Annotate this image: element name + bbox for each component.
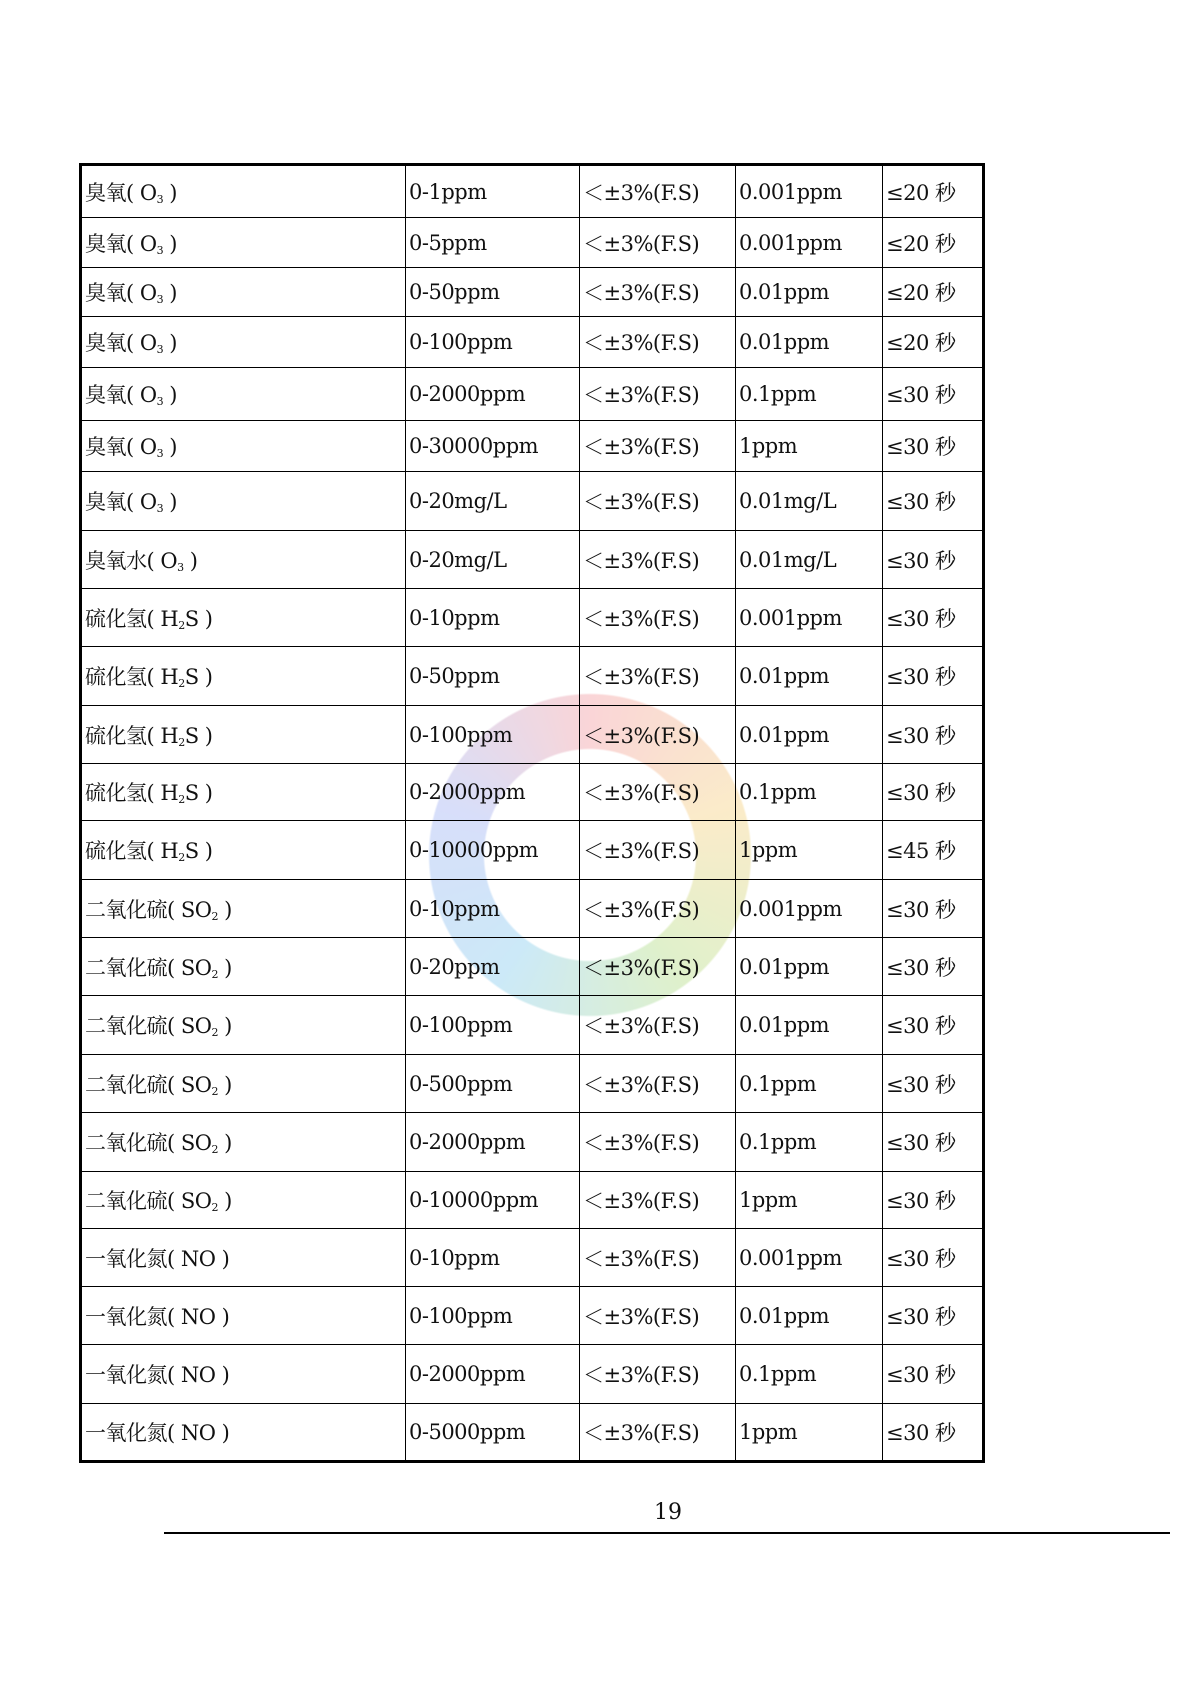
gas-name-cell bbox=[81, 268, 406, 317]
resolution-cell: 1ppm bbox=[736, 1404, 883, 1462]
resolution-cell: 0.001ppm bbox=[736, 589, 883, 647]
response-cell: ≤30 秒 bbox=[883, 589, 984, 647]
response-cell: ≤30 秒 bbox=[883, 1287, 984, 1345]
gas-name-tail: S ) bbox=[184, 665, 213, 689]
gas-name-tail: ) bbox=[163, 331, 177, 355]
gas-name-cell bbox=[81, 1113, 406, 1172]
resolution-cell: 0.001ppm bbox=[736, 1229, 883, 1287]
response-cell: ≤30 秒 bbox=[883, 880, 984, 938]
gas-name-name: 二氧化硫( SO bbox=[85, 1131, 212, 1155]
table-row bbox=[81, 996, 984, 1055]
range-cell: 0-100ppm bbox=[406, 317, 580, 368]
gas-name-name: 一氧化氮( NO ) bbox=[85, 1363, 230, 1387]
resolution-cell: 0.01ppm bbox=[736, 1287, 883, 1345]
gas-name-sub: 2 bbox=[178, 851, 185, 864]
response-cell: ≤30 秒 bbox=[883, 996, 984, 1055]
gas-name-cell bbox=[81, 764, 406, 821]
resolution-cell: 0.01mg/L bbox=[736, 531, 883, 589]
gas-name-sub: 2 bbox=[178, 677, 185, 690]
accuracy-cell: ＜±3%(F.S) bbox=[580, 1229, 736, 1287]
table-row bbox=[81, 589, 984, 647]
gas-name-cell bbox=[81, 1404, 406, 1462]
resolution-cell: 0.01ppm bbox=[736, 938, 883, 996]
range-cell: 0-20ppm bbox=[406, 938, 580, 996]
gas-name-cell bbox=[81, 1345, 406, 1404]
accuracy-cell: ＜±3%(F.S) bbox=[580, 165, 736, 218]
resolution-cell: 0.1ppm bbox=[736, 764, 883, 821]
gas-name-name: 臭氧( O bbox=[85, 331, 157, 355]
range-cell: 0-100ppm bbox=[406, 706, 580, 764]
table-row bbox=[81, 706, 984, 764]
resolution-cell: 0.001ppm bbox=[736, 880, 883, 938]
gas-name-name: 臭氧( O bbox=[85, 435, 157, 459]
gas-name-cell bbox=[81, 421, 406, 472]
gas-name-name: 二氧化硫( SO bbox=[85, 1072, 212, 1097]
range-cell: 0-1ppm bbox=[406, 165, 580, 218]
range-cell: 0-100ppm bbox=[406, 996, 580, 1055]
gas-name-cell bbox=[81, 589, 406, 647]
accuracy-cell: ＜±3%(F.S) bbox=[580, 589, 736, 647]
gas-name-cell bbox=[81, 1172, 406, 1229]
resolution-cell: 0.001ppm bbox=[736, 218, 883, 268]
gas-name-tail: ) bbox=[217, 1131, 232, 1155]
gas-name-cell bbox=[81, 317, 406, 368]
resolution-cell: 0.001ppm bbox=[736, 165, 883, 218]
gas-name-cell bbox=[81, 647, 406, 706]
gas-name-cell bbox=[81, 1287, 406, 1345]
resolution-cell: 0.01ppm bbox=[736, 647, 883, 706]
table-row bbox=[81, 764, 984, 821]
gas-name-tail: ) bbox=[163, 281, 177, 305]
gas-name-tail: ) bbox=[163, 383, 177, 407]
accuracy-cell: ＜±3%(F.S) bbox=[580, 1345, 736, 1404]
gas-name-sub: 2 bbox=[178, 735, 185, 749]
accuracy-cell: ＜±3%(F.S) bbox=[580, 1404, 736, 1462]
resolution-cell: 0.01ppm bbox=[736, 996, 883, 1055]
accuracy-cell: ＜±3%(F.S) bbox=[580, 531, 736, 589]
range-cell: 0-10000ppm bbox=[406, 1172, 580, 1229]
range-cell: 0-50ppm bbox=[406, 268, 580, 317]
table-row bbox=[81, 1287, 984, 1345]
gas-name-name: 硫化氢( H bbox=[85, 839, 179, 863]
gas-name-name: 臭氧( O bbox=[85, 180, 157, 205]
table-row bbox=[81, 368, 984, 421]
gas-name-sub: 2 bbox=[211, 1084, 218, 1098]
table-row bbox=[81, 472, 984, 531]
range-cell: 0-2000ppm bbox=[406, 1113, 580, 1172]
response-cell: ≤45 秒 bbox=[883, 821, 984, 880]
accuracy-cell: ＜±3%(F.S) bbox=[580, 1113, 736, 1172]
table-row bbox=[81, 165, 984, 218]
gas-name-tail: ) bbox=[163, 435, 177, 459]
gas-name-sub: 3 bbox=[156, 343, 164, 356]
gas-name-cell bbox=[81, 472, 406, 531]
response-cell: ≤30 秒 bbox=[883, 647, 984, 706]
resolution-cell: 0.1ppm bbox=[736, 1345, 883, 1404]
gas-name-name: 一氧化氮( NO ) bbox=[85, 1304, 230, 1329]
gas-name-cell bbox=[81, 1229, 406, 1287]
resolution-cell: 0.01ppm bbox=[736, 268, 883, 317]
accuracy-cell: ＜±3%(F.S) bbox=[580, 821, 736, 880]
accuracy-cell: ＜±3%(F.S) bbox=[580, 706, 736, 764]
gas-name-tail: S ) bbox=[184, 839, 213, 863]
resolution-cell: 1ppm bbox=[736, 1172, 883, 1229]
gas-name-sub: 2 bbox=[178, 793, 185, 806]
gas-name-tail: ) bbox=[217, 1014, 232, 1038]
gas-name-cell bbox=[81, 368, 406, 421]
range-cell: 0-10000ppm bbox=[406, 821, 580, 880]
range-cell: 0-10ppm bbox=[406, 589, 580, 647]
response-cell: ≤20 秒 bbox=[883, 165, 984, 218]
response-cell: ≤20 秒 bbox=[883, 268, 984, 317]
table-row bbox=[81, 1345, 984, 1404]
response-cell: ≤30 秒 bbox=[883, 706, 984, 764]
resolution-cell: 1ppm bbox=[736, 821, 883, 880]
range-cell: 0-20mg/L bbox=[406, 531, 580, 589]
accuracy-cell: ＜±3%(F.S) bbox=[580, 647, 736, 706]
gas-name-sub: 3 bbox=[156, 447, 164, 460]
resolution-cell: 0.01ppm bbox=[736, 706, 883, 764]
range-cell: 0-5000ppm bbox=[406, 1404, 580, 1462]
gas-name-tail: S ) bbox=[184, 606, 213, 631]
gas-name-name: 硫化氢( H bbox=[85, 723, 179, 748]
gas-name-name: 硫化氢( H bbox=[85, 781, 179, 805]
accuracy-cell: ＜±3%(F.S) bbox=[580, 317, 736, 368]
response-cell: ≤30 秒 bbox=[883, 531, 984, 589]
gas-name-tail: ) bbox=[183, 548, 198, 573]
accuracy-cell: ＜±3%(F.S) bbox=[580, 368, 736, 421]
gas-name-name: 二氧化硫( SO bbox=[85, 897, 212, 922]
gas-name-name: 臭氧( O bbox=[85, 383, 157, 407]
gas-name-tail: ) bbox=[163, 490, 177, 514]
range-cell: 0-2000ppm bbox=[406, 368, 580, 421]
gas-name-tail: ) bbox=[217, 1072, 232, 1097]
gas-name-tail: ) bbox=[217, 1189, 232, 1213]
gas-name-cell bbox=[81, 706, 406, 764]
gas-name-tail: S ) bbox=[184, 781, 213, 805]
response-cell: ≤30 秒 bbox=[883, 368, 984, 421]
table-row bbox=[81, 531, 984, 589]
gas-name-tail: ) bbox=[163, 231, 177, 256]
gas-name-name: 臭氧( O bbox=[85, 490, 157, 514]
response-cell: ≤30 秒 bbox=[883, 1055, 984, 1113]
table-row bbox=[81, 821, 984, 880]
accuracy-cell: ＜±3%(F.S) bbox=[580, 996, 736, 1055]
table-row bbox=[81, 421, 984, 472]
gas-name-tail: ) bbox=[217, 897, 232, 922]
response-cell: ≤30 秒 bbox=[883, 421, 984, 472]
table-row bbox=[81, 1229, 984, 1287]
accuracy-cell: ＜±3%(F.S) bbox=[580, 218, 736, 268]
gas-name-name: 臭氧水( O bbox=[85, 548, 178, 573]
range-cell: 0-30000ppm bbox=[406, 421, 580, 472]
response-cell: ≤30 秒 bbox=[883, 938, 984, 996]
gas-name-sub: 3 bbox=[156, 293, 164, 306]
response-cell: ≤20 秒 bbox=[883, 317, 984, 368]
gas-name-cell bbox=[81, 821, 406, 880]
range-cell: 0-5ppm bbox=[406, 218, 580, 268]
resolution-cell: 0.01ppm bbox=[736, 317, 883, 368]
gas-name-sub: 2 bbox=[211, 967, 218, 981]
footer-rule bbox=[164, 1532, 1170, 1534]
range-cell: 0-50ppm bbox=[406, 647, 580, 706]
gas-name-sub: 2 bbox=[178, 618, 185, 632]
accuracy-cell: ＜±3%(F.S) bbox=[580, 268, 736, 317]
response-cell: ≤30 秒 bbox=[883, 1229, 984, 1287]
response-cell: ≤30 秒 bbox=[883, 472, 984, 531]
gas-name-name: 臭氧( O bbox=[85, 231, 157, 256]
accuracy-cell: ＜±3%(F.S) bbox=[580, 880, 736, 938]
resolution-cell: 0.1ppm bbox=[736, 1113, 883, 1172]
resolution-cell: 0.1ppm bbox=[736, 368, 883, 421]
gas-name-sub: 3 bbox=[156, 192, 164, 206]
accuracy-cell: ＜±3%(F.S) bbox=[580, 1055, 736, 1113]
gas-name-name: 二氧化硫( SO bbox=[85, 1189, 212, 1213]
accuracy-cell: ＜±3%(F.S) bbox=[580, 938, 736, 996]
gas-name-cell bbox=[81, 1055, 406, 1113]
gas-name-tail: S ) bbox=[184, 723, 213, 748]
table-row bbox=[81, 647, 984, 706]
table-row bbox=[81, 268, 984, 317]
response-cell: ≤20 秒 bbox=[883, 218, 984, 268]
resolution-cell: 0.1ppm bbox=[736, 1055, 883, 1113]
accuracy-cell: ＜±3%(F.S) bbox=[580, 764, 736, 821]
range-cell: 0-500ppm bbox=[406, 1055, 580, 1113]
table-row bbox=[81, 1172, 984, 1229]
response-cell: ≤30 秒 bbox=[883, 1404, 984, 1462]
gas-name-name: 一氧化氮( NO ) bbox=[85, 1421, 230, 1445]
gas-name-cell bbox=[81, 165, 406, 218]
resolution-cell: 0.01mg/L bbox=[736, 472, 883, 531]
gas-name-sub: 2 bbox=[211, 1201, 218, 1214]
accuracy-cell: ＜±3%(F.S) bbox=[580, 421, 736, 472]
gas-name-cell bbox=[81, 218, 406, 268]
gas-name-name: 一氧化氮( NO ) bbox=[85, 1246, 230, 1271]
gas-name-name: 二氧化硫( SO bbox=[85, 955, 212, 980]
table-row bbox=[81, 317, 984, 368]
gas-name-name: 臭氧( O bbox=[85, 281, 157, 305]
range-cell: 0-2000ppm bbox=[406, 764, 580, 821]
range-cell: 0-10ppm bbox=[406, 1229, 580, 1287]
table-row bbox=[81, 218, 984, 268]
resolution-cell: 1ppm bbox=[736, 421, 883, 472]
range-cell: 0-2000ppm bbox=[406, 1345, 580, 1404]
table-row bbox=[81, 1404, 984, 1462]
table-row bbox=[81, 880, 984, 938]
accuracy-cell: ＜±3%(F.S) bbox=[580, 472, 736, 531]
gas-name-tail: ) bbox=[217, 955, 232, 980]
response-cell: ≤30 秒 bbox=[883, 1345, 984, 1404]
response-cell: ≤30 秒 bbox=[883, 764, 984, 821]
gas-name-sub: 3 bbox=[156, 243, 164, 257]
range-cell: 0-20mg/L bbox=[406, 472, 580, 531]
gas-name-tail: ) bbox=[163, 180, 177, 205]
page-number: 19 bbox=[654, 1500, 682, 1525]
gas-name-name: 二氧化硫( SO bbox=[85, 1014, 212, 1038]
table-row bbox=[81, 1055, 984, 1113]
gas-name-sub: 2 bbox=[211, 909, 218, 923]
range-cell: 0-10ppm bbox=[406, 880, 580, 938]
gas-name-sub: 3 bbox=[156, 395, 164, 408]
range-cell: 0-100ppm bbox=[406, 1287, 580, 1345]
accuracy-cell: ＜±3%(F.S) bbox=[580, 1287, 736, 1345]
response-cell: ≤30 秒 bbox=[883, 1113, 984, 1172]
gas-sensor-spec-table bbox=[79, 163, 985, 1463]
response-cell: ≤30 秒 bbox=[883, 1172, 984, 1229]
gas-name-cell bbox=[81, 880, 406, 938]
gas-name-sub: 3 bbox=[156, 502, 164, 515]
gas-name-cell bbox=[81, 938, 406, 996]
gas-name-sub: 3 bbox=[177, 560, 184, 574]
gas-name-name: 硫化氢( H bbox=[85, 606, 179, 631]
gas-name-cell bbox=[81, 531, 406, 589]
gas-name-name: 硫化氢( H bbox=[85, 665, 179, 689]
table-row bbox=[81, 1113, 984, 1172]
gas-name-cell bbox=[81, 996, 406, 1055]
accuracy-cell: ＜±3%(F.S) bbox=[580, 1172, 736, 1229]
table-row bbox=[81, 938, 984, 996]
gas-name-sub: 2 bbox=[211, 1026, 218, 1039]
gas-name-sub: 2 bbox=[211, 1143, 218, 1156]
